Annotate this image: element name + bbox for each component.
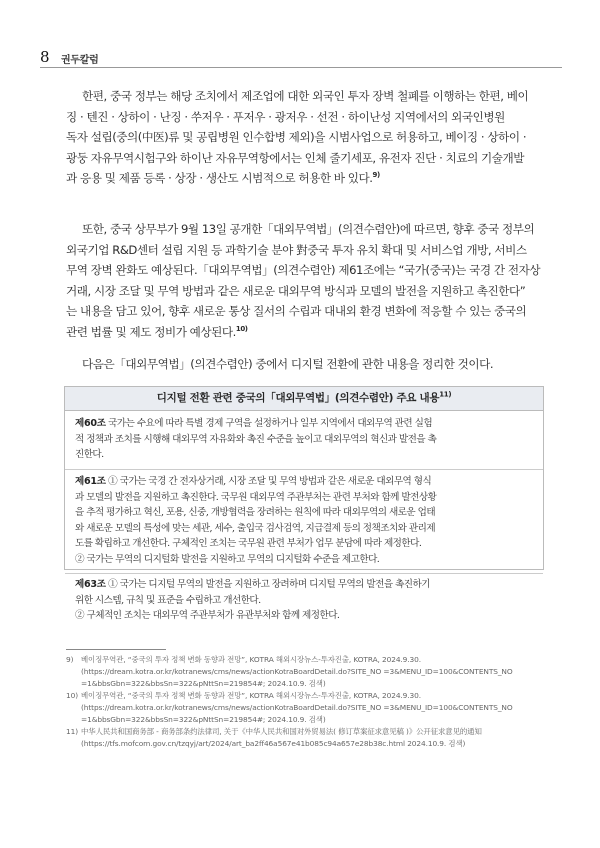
page-header	[40, 48, 562, 66]
article-label: 제61조	[75, 476, 106, 487]
footnotes	[66, 654, 556, 750]
paragraph-line: 관련 법률 및 제도 정비가 예상된다.	[66, 324, 236, 339]
paragraph-line: 무역 장벽 완화도 예상된다.「대외무역법」(의견수렴안) 제61조에는 “국가(중국)는 국경 간 전자상	[66, 263, 541, 277]
footnote-number: 9)	[66, 655, 74, 664]
paragraph-line: 과 응용 및 제품 등록 · 상장 · 생산도 시범적으로 허용한 바 있다.	[66, 171, 373, 185]
footnote-10: 10) 베이징무역관, “중국의 투자 정책 변화 동향과 전망”, KOTRA 해외시장뉴스-투자진출, KOTRA, 2024.9.30. (https://dream.kotra.or.kr/kotranews/cms/news/actionKotraBoardDetail.do?SITE_NO =3&MENU_ID=100&CONTENTS_NO =1&bbsGbn=322&bbsSn=322&pNttSn=219854#; 2024.10.9. 검색)	[66, 690, 556, 726]
footnote-rule	[66, 649, 166, 650]
paragraph-2	[66, 219, 546, 342]
footnote-number: 11)	[66, 727, 78, 736]
page-number: 8	[40, 48, 50, 66]
article-61: 제61조 ① 국가는 국경 간 전자상거래, 시장 조달 및 무역 방법과 같은 새로운 대외무역 형식 과 모델의 발전을 지원하고 촉진한다. 국무원 대외무역 주관부처는 관련 부처와 함께 발전상황 을 추적 평가하고 혁신, 포용, 신중, 개방협력을 장려하는 원칙에 따라 대외무역의 새로운 업태 와 새로운 모델의 특성에 맞는 세관, 세수, 출입국 검사검역, 지급결제 등의 정책조치와 관리제 도를 확립하고 개선한다. 구체적인 조치는 국무원 관련 부처가 업무 분담에 따라 제정한다. ② 국가는 무역의 디지털화 발전을 지원하고 무역의 디지털화 수준을 제고한다.	[75, 476, 437, 565]
paragraph-line: 거래, 시장 조달 및 무역 방법과 같은 새로운 대외무역 방식과 모델의 발전을 지원하고 촉진한다”	[66, 283, 526, 298]
paragraph-line: 또한, 중국 상무부가 9월 13일 공개한「대외무역법」(의견수렴안)에 따르면, 향후 중국 정부의	[82, 222, 535, 236]
section-name: 권두칼럼	[61, 55, 99, 66]
footnote-number: 10)	[66, 691, 78, 700]
footnote-ref[interactable]: 11)	[439, 390, 452, 399]
footnote-link[interactable]: (https://dream.kotra.or.kr/kotranews/cms/news/actionKotraBoardDetail.do?SITE_NO =3&MENU_ID=100&CONTENTS_NO	[81, 703, 513, 712]
paragraph-3	[66, 354, 546, 375]
header-rule	[40, 67, 562, 68]
paragraph-line: 다음은「대외무역법」(의견수렴안) 중에서 디지털 전환에 관한 내용을 정리한 것이다.	[82, 357, 494, 371]
summary-box	[64, 386, 544, 621]
paragraph-line: 외국기업 R&D센터 설립 지원 등 과학기술 분야 對중국 투자 유치 확대 및 서비스업 개방, 서비스	[66, 242, 527, 257]
footnote-9: 9) 베이징무역관, “중국의 투자 정책 변화 동향과 전망”, KOTRA 해외시장뉴스-투자진출, KOTRA, 2024.9.30. (https://dream.kotra.or.kr/kotranews/cms/news/actionKotraBoardDetail.do?SITE_NO =3&MENU_ID=100&CONTENTS_NO =1&bbsGbn=322&bbsSn=322&pNttSn=219854#; 2024.10.9. 검색)	[66, 654, 556, 690]
article-63: 제63조 ① 국가는 디지털 무역의 발전을 지원하고 장려하며 디지털 무역의 발전을 촉진하기 위한 시스템, 규칙 및 표준을 수립하고 개선한다. ② 구체적인 조치는 대외무역 주관부처가 유관부처와 함께 제정한다.	[75, 579, 430, 621]
box-title: 디지털 전환 관련 중국의「대외무역법」(의견수렴안) 주요 내용$^{11)}$	[65, 387, 543, 411]
footnote-ref[interactable]: 10)	[235, 324, 248, 333]
article-label: 제63조	[75, 579, 106, 590]
paragraph-1	[66, 86, 546, 189]
article-divider	[65, 573, 543, 574]
footnote-link[interactable]: (https://dream.kotra.or.kr/kotranews/cms/news/actionKotraBoardDetail.do?SITE_NO =3&MENU_ID=100&CONTENTS_NO	[81, 667, 513, 676]
paragraph-line: 한편, 중국 정부는 해당 조치에서 제조업에 대한 외국인 투자 장벽 철폐를 이행하는 한편, 베이	[82, 89, 529, 103]
article-60: 제60조 국가는 수요에 따라 특별 경제 구역을 설정하거나 일부 지역에서 대외무역 관련 실험 적 정책과 조치를 시행해 대외무역 자유화와 촉진 수준을 높이고 대외무역의 혁신과 발전을 촉 진한다.	[75, 418, 437, 460]
paragraph-line: 징 · 텐진 · 상하이 · 난징 · 쑤저우 · 푸저우 · 광저우 · 선전 · 하이난성 지역에서의 외국인병원	[66, 109, 505, 124]
paragraph-line: 광둥 자유무역시험구와 하이난 자유무역항에서는 인체 줄기세포, 유전자 진단 · 치료의 기술개발	[66, 150, 525, 165]
article-label: 제60조	[75, 418, 106, 429]
footnote-11: 11) 中华人民共和国商务部 - 商务部条约法律司, 关于《中华人民共和国对外贸易法( 修订草案征求意见稿 )》公开征求意见的通知 (https://tfs.mofcom.gov.cn/tzqyj/art/2024/art_ba2ff46a567e41b085c94a657e28b38c.html 2024.10.9. 검색)	[66, 726, 556, 750]
footnote-link[interactable]: (https://tfs.mofcom.gov.cn/tzqyj/art/2024/art_ba2ff46a567e41b085c94a657e28b38c.html 2024.10.9. 검색)	[81, 739, 466, 748]
paragraph-line: 독자 설립(중의(中医)류 및 공립병원 인수합병 제외)을 시범사업으로 허용하고, 베이징 · 상하이 ·	[66, 130, 527, 144]
paragraph-line: 는 내용을 담고 있어, 향후 새로운 통상 질서의 수립과 대내외 환경 변화에 적응할 수 있는 중국의	[66, 304, 527, 318]
footnote-ref[interactable]: 9)	[372, 171, 380, 180]
article-divider	[65, 469, 543, 470]
